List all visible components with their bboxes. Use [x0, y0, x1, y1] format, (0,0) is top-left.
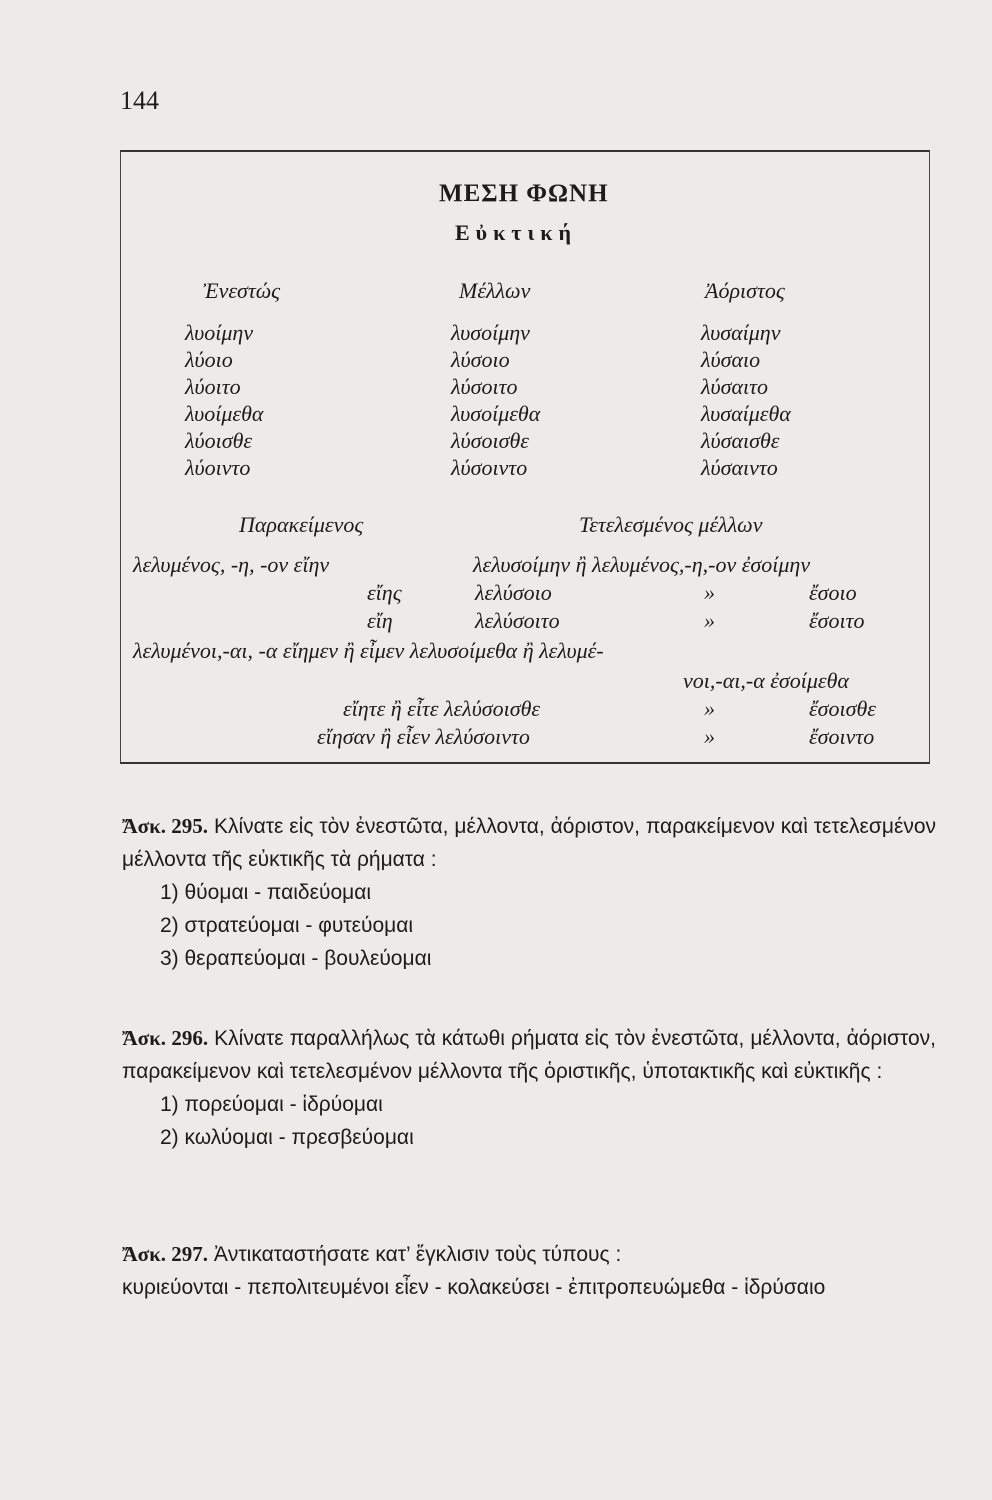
- perfect-row: εἴησαν ἢ εἶεν λελύσοιντο: [317, 724, 530, 749]
- ditto-mark: »: [704, 608, 715, 633]
- future-form: λύσοισθε: [451, 428, 529, 453]
- future-perfect-row: λελύσοιτο: [475, 608, 560, 633]
- future-perfect-aux: ἔσοιντο: [809, 724, 875, 749]
- exercise-297-text: Ἀντικαταστήσατε κατ’ ἔγκλισιν τοὺς τύπους :: [213, 1243, 622, 1266]
- table-title: ΜΕΣΗ ΦΩΝΗ: [439, 180, 609, 207]
- present-form: λύοιντο: [185, 455, 251, 480]
- future-perfect-row: λελυσοίμην ἢ λελυμένος,-η,-ον ἐσοίμην: [473, 552, 811, 577]
- aorist-form: λυσαίμην: [701, 320, 781, 345]
- exercise-296-text: Κλίνατε παραλλήλως τὰ κάτωθι ρήματα εἰς τὸν ἐνεστῶτα, μέλλοντα, ἀόριστον, παρακείμενον καὶ τετελεσμένον μέλλοντα τῆς ὁριστικῆς, ὑποτακτικῆς καὶ εὐκτικῆς :: [122, 1027, 936, 1083]
- table-subtitle: Εὐκτική: [455, 220, 577, 245]
- present-form: λυοίμεθα: [185, 401, 264, 426]
- exercise-296-label: Ἄσκ. 296.: [122, 1026, 209, 1050]
- perfect-row: εἴης: [367, 580, 402, 605]
- exercise-297-statement: [122, 1238, 936, 1271]
- perfect-row-continued: νοι,-αι,-α ἐσοίμεθα: [683, 668, 849, 693]
- future-form: λύσοιο: [451, 347, 510, 372]
- exercise-295-item: 2) στρατεύομαι - φυτεύομαι: [160, 914, 414, 937]
- future-form: λυσοίμην: [451, 320, 530, 345]
- present-form: λυοίμην: [185, 320, 254, 345]
- exercise-295-label: Ἄσκ. 295.: [122, 814, 209, 838]
- aorist-form: λύσαιντο: [701, 455, 778, 480]
- aorist-form: λυσαίμεθα: [701, 401, 791, 426]
- future-form: λυσοίμεθα: [451, 401, 541, 426]
- exercise-295: [122, 810, 936, 975]
- header-aorist: Ἀόριστος: [705, 278, 785, 303]
- header-perfect: Παρακείμενος: [239, 512, 364, 537]
- exercise-296-item: 1) πορεύομαι - ἱδρύομαι: [160, 1093, 383, 1116]
- future-perfect-aux: ἔσοισθε: [809, 696, 876, 721]
- exercise-297: [122, 1238, 936, 1304]
- perfect-row: εἴητε ἢ εἶτε λελύσοισθε: [343, 696, 541, 721]
- future-form: λύσοιτο: [451, 374, 518, 399]
- aorist-form: λύσαιο: [701, 347, 761, 372]
- ditto-mark: »: [704, 696, 715, 721]
- exercise-295-text: Κλίνατε εἰς τὸν ἐνεστῶτα, μέλλοντα, ἀόριστον, παρακείμενον καὶ τετελεσμένον μέλλοντα τῆς εὐκτικῆς τὰ ρήματα :: [122, 815, 937, 871]
- ditto-mark: »: [704, 580, 715, 605]
- exercise-297-body: κυριεύονται - πεπολιτευμένοι εἶεν - κολακεύσει - ἐπιτροπευώμεθα - ἱδρύσαιο: [122, 1276, 826, 1299]
- conjugation-table: [120, 150, 930, 764]
- header-future-perfect: Τετελεσμένος μέλλων: [579, 512, 763, 537]
- future-form: λύσοιντο: [451, 455, 528, 480]
- header-future: Μέλλων: [459, 278, 531, 303]
- present-form: λύοιο: [185, 347, 233, 372]
- future-perfect-row: λελύσοιο: [475, 580, 552, 605]
- future-perfect-aux: ἔσοιτο: [809, 608, 865, 633]
- aorist-form: λύσαισθε: [701, 428, 780, 453]
- future-perfect-aux: ἔσοιο: [809, 580, 857, 605]
- present-form: λύοιτο: [185, 374, 241, 399]
- exercise-297-label: Ἄσκ. 297.: [122, 1242, 209, 1266]
- perfect-row: λελυμένοι,-αι, -α εἴημεν ἢ εἶμεν λελυσοίμεθα ἢ λελυμέ-: [133, 638, 604, 663]
- present-form: λύοισθε: [185, 428, 253, 453]
- perfect-row: εἴη: [367, 608, 393, 633]
- ditto-mark: »: [704, 724, 715, 749]
- exercise-296: [122, 1022, 936, 1154]
- aorist-form: λύσαιτο: [701, 374, 769, 399]
- exercise-295-statement: [122, 810, 936, 876]
- exercise-295-item: 3) θεραπεύομαι - βουλεύομαι: [160, 947, 432, 970]
- exercise-296-item: 2) κωλύομαι - πρεσβεύομαι: [160, 1126, 414, 1149]
- exercise-295-item: 1) θύομαι - παιδεύομαι: [160, 881, 372, 904]
- exercise-296-statement: [122, 1022, 936, 1088]
- header-present: Ἐνεστώς: [203, 278, 281, 303]
- perfect-row: λελυμένος, -η, -ον εἴην: [133, 552, 330, 577]
- page-number: 144: [120, 86, 159, 115]
